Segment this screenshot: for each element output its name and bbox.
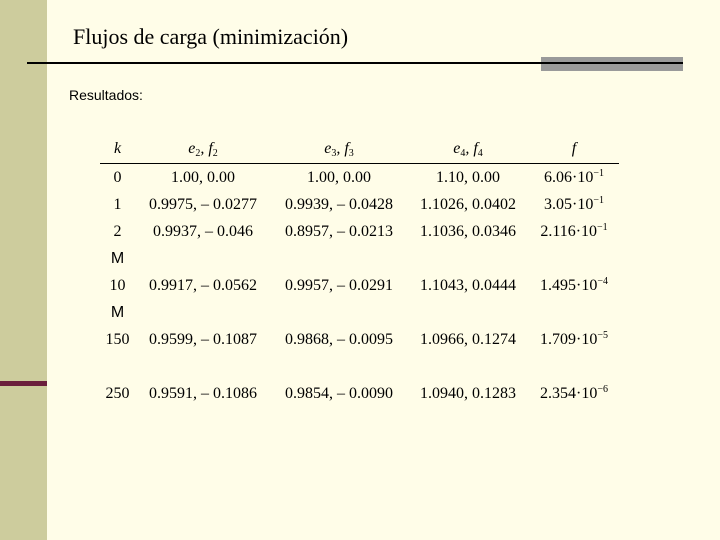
title-rule-block [541,57,683,71]
title-rule-overlay [541,62,683,64]
header-e3-f3: $e_3$, $f_3$ [271,138,407,164]
cell-e4-f4: 1.1036, 0.0346 [420,222,516,240]
results-table [100,138,619,407]
cell-e3-f3: 0.9957, – 0.0291 [285,276,393,294]
left-decor-bar [0,0,47,540]
cell-e2-f2: 0.9975, – 0.0277 [149,195,257,213]
ellipsis-marker: M [110,303,125,321]
cell-k: 10 [109,276,126,294]
spacer-row [100,353,619,380]
ellipsis-row [100,299,619,326]
table-row [100,191,619,218]
table-row [100,326,619,353]
cell-f: $6.06\cdot 10^{-1}$ [544,168,604,186]
cell-f: $2.354\cdot 10^{-6}$ [540,384,608,402]
cell-e2-f2: 0.9917, – 0.0562 [149,276,257,294]
header-f: f [529,138,619,164]
cell-f: $3.05\cdot 10^{-1}$ [544,195,604,213]
cell-k: 0 [113,168,122,186]
cell-e2-f2: 1.00, 0.00 [171,168,235,186]
cell-e4-f4: 1.1043, 0.0444 [420,276,516,294]
cell-e2-f2: 0.9591, – 0.1086 [149,384,257,402]
results-label: Resultados: [69,87,143,103]
slide-title: Flujos de carga (minimización) [73,24,349,49]
table-body [100,164,619,408]
cell-f: $1.709\cdot 10^{-5}$ [540,330,608,348]
cell-k: 150 [105,330,130,348]
cell-e4-f4: 1.0966, 0.1274 [420,330,516,348]
table-row [100,380,619,407]
table-header-row [100,138,619,164]
cell-e2-f2: 0.9599, – 0.1087 [149,330,257,348]
header-k: k [100,138,135,164]
cell-e3-f3: 0.8957, – 0.0213 [285,222,393,240]
cell-e3-f3: 0.9939, – 0.0428 [285,195,393,213]
header-e2-f2: $e_2$, $f_2$ [135,138,271,164]
cell-e4-f4: 1.0940, 0.1283 [420,384,516,402]
cell-e4-f4: 1.1026, 0.0402 [420,195,516,213]
table-row [100,164,619,192]
cell-e3-f3: 1.00, 0.00 [307,168,371,186]
table-row [100,218,619,245]
cell-e2-f2: 0.9937, – 0.046 [153,222,253,240]
cell-e3-f3: 0.9854, – 0.0090 [285,384,393,402]
header-e4-f4: $e_4$, $f_4$ [407,138,529,164]
cell-f: $1.495\cdot 10^{-4}$ [540,276,608,294]
ellipsis-marker: M [110,249,125,267]
cell-e4-f4: 1.10, 0.00 [436,168,500,186]
cell-e3-f3: 0.9868, – 0.0095 [285,330,393,348]
left-accent-stripe [0,381,47,386]
table-row [100,272,619,299]
cell-k: 1 [113,195,122,213]
ellipsis-row [100,245,619,272]
cell-f: $2.116\cdot 10^{-1}$ [540,222,608,240]
cell-k: 2 [113,222,122,240]
cell-k: 250 [105,384,130,402]
